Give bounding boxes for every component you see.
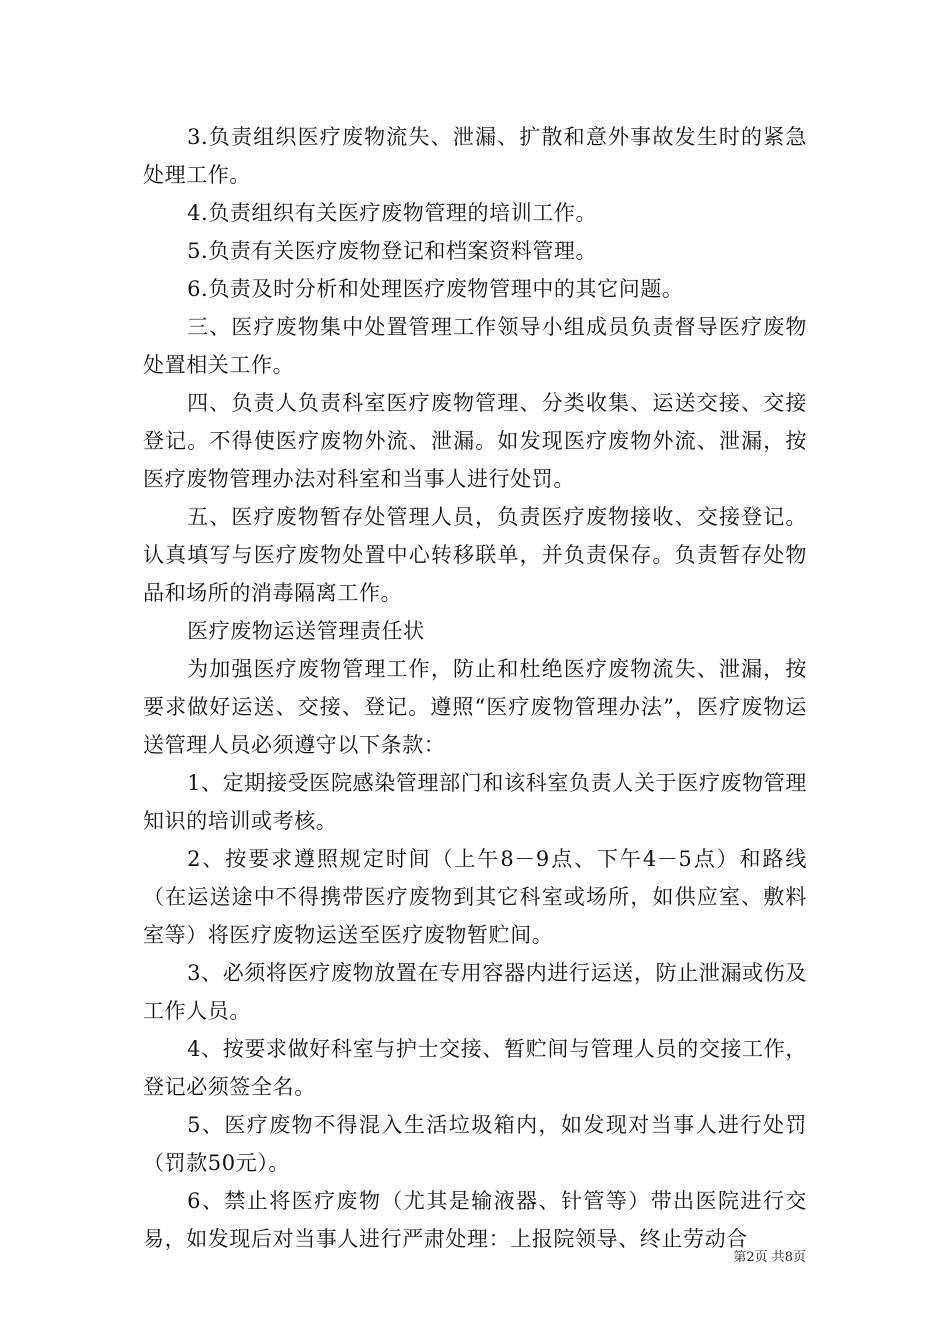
section-heading: 医疗废物运送管理责任状 xyxy=(187,619,425,643)
paragraph-clause-3: 3、必须将医疗废物放置在专用容器内进行运送，防止泄漏或伤及工作人员。 xyxy=(143,961,807,1023)
paragraph-item-5: 5.负责有关医疗废物登记和档案资料管理。 xyxy=(187,239,598,263)
paragraph-section-4: 四、负责人负责科室医疗废物管理、分类收集、运送交接、交接登记。不得使医疗废物外流、泄漏。如发现医疗废物外流、泄漏，按医疗废物管理办法对科室和当事人进行处罚。 xyxy=(143,391,807,491)
page-number-footer: 第2页 共8页 xyxy=(733,1250,806,1265)
paragraph-clause-6: 6、禁止将医疗废物（尤其是输液器、针管等）带出医院进行交易，如发现后对当事人进行严肃处理：上报院领导、终止劳动合 xyxy=(143,1189,807,1251)
paragraph-clause-4: 4、按要求做好科室与护士交接、暂贮间与管理人员的交接工作，登记必须签全名。 xyxy=(143,1037,807,1099)
paragraph-clause-1: 1、定期接受医院感染管理部门和该科室负责人关于医疗废物管理知识的培训或考核。 xyxy=(143,771,807,833)
paragraph-intro: 为加强医疗废物管理工作，防止和杜绝医疗废物流失、泄漏，按要求做好运送、交接、登记。遵照“医疗废物管理办法”，医疗废物运送管理人员必须遵守以下条款： xyxy=(143,657,807,757)
paragraph-item-3: 3.负责组织医疗废物流失、泄漏、扩散和意外事故发生时的紧急处理工作。 xyxy=(143,125,807,187)
paragraph-section-5: 五、医疗废物暂存处管理人员，负责医疗废物接收、交接登记。认真填写与医疗废物处置中心转移联单，并负责保存。负责暂存处物品和场所的消毒隔离工作。 xyxy=(143,505,807,605)
paragraph-item-6: 6.负责及时分析和处理医疗废物管理中的其它问题。 xyxy=(187,277,684,301)
paragraph-clause-2: 2、按要求遵照规定时间（上午8－9点、下午4－5点）和路线（在运送途中不得携带医疗废物到其它科室或场所，如供应室、敷料室等）将医疗废物运送至医疗废物暂贮间。 xyxy=(143,847,807,947)
paragraph-section-3: 三、医疗废物集中处置管理工作领导小组成员负责督导医疗废物处置相关工作。 xyxy=(143,315,807,377)
paragraph-clause-5: 5、医疗废物不得混入生活垃圾箱内，如发现对当事人进行处罚（罚款50元）。 xyxy=(143,1113,807,1175)
document-body xyxy=(143,118,807,1258)
paragraph-item-4: 4.负责组织有关医疗废物管理的培训工作。 xyxy=(187,201,598,225)
